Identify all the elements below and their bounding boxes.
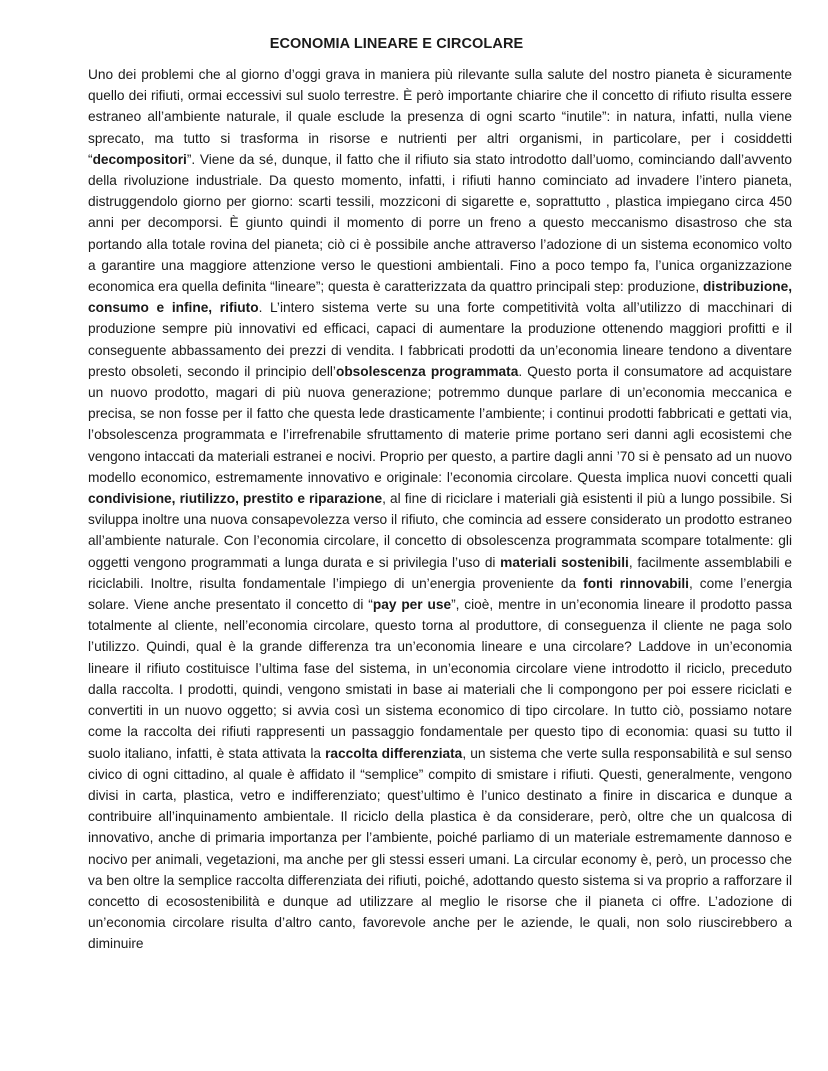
bold-term-circular-concepts: condivisione, riutilizzo, prestito e riparazione — [88, 491, 383, 507]
bold-term-materiali-sostenibili: materiali sostenibili — [500, 554, 629, 570]
bold-term-raccolta-differenziata: raccolta differenziata — [325, 745, 463, 761]
bold-term-pay-per-use: pay per use — [372, 597, 452, 613]
body-paragraph — [88, 64, 792, 955]
bold-term-decompositori: decompositori — [92, 151, 187, 167]
document-title: ECONOMIA LINEARE E CIRCOLARE — [269, 36, 524, 52]
text-run: ”, cioè, mentre in un’economia lineare il prodotto passa totalmente al cliente, nell’economia circolare, questo torna al produttore, di conseguenza il cliente ne paga solo l’utilizzo. Quindi, qual è la grande differenza tra un’economia lineare e una circolare? Laddove in un’economia lineare il rifiuto costituisce l’ultima fase del sistema, in un’economia circolare viene introdotto il riciclo, preceduto dalla raccolta. I prodotti, quindi, vengono smistati in base ai materiali che li compongono per poi essere riciclati e convertiti in un nuovo oggetto; si avvia così un sistema economico di tipo circolare. In tutto ciò, possiamo notare come la raccolta dei rifiuti rappresenti un passaggio fondamentale per questo tipo di economia: quasi su tutto il suolo italiano, infatti, è stata attivata la — [88, 597, 793, 761]
text-run: ”. Viene da sé, dunque, il fatto che il rifiuto sia stato introdotto dall’uomo, cominciando dall’avvento della rivoluzione industriale. Da questo momento, infatti, i rifiuti hanno cominciato ad invadere l’intero pianeta, distruggendolo giorno per giorno: scarti tessili, mozziconi di sigarette e, soprattutto , plastica impiegano circa 450 anni per decomporsi. È giunto quindi il momento di porre un freno a questo meccanismo disastroso che sta portando alla totale rovina del pianeta; ciò ci è possibile anche attraverso l’adozione di un sistema economico volto a garantire una maggiore attenzione verso le questioni ambientali. Fino a poco tempo fa, l’unica organizzazione economica era quella definita “lineare”; questa è caratterizzata da quattro principali step: produzione, — [88, 151, 792, 295]
text-run: , facilmente assemblabili e riciclabili. Inoltre, risulta fondamentale l’impiego di un’energia proveniente da — [88, 554, 792, 591]
bold-term-linear-steps: distribuzione, consumo e infine, rifiuto — [88, 279, 792, 316]
text-run: , un sistema che verte sulla responsabilità e sul senso civico di ogni cittadino, al quale è affidato il “semplice” compito di smistare i rifiuti. Questi, generalmente, vengono divisi in carta, plastica, vetro e indifferenziato; quest’ultimo è l’unico destinato a finire in discarica e dunque a contribuire all’inquinamento ambientale. Il riciclo della plastica è da considerare, però, oltre che un qualcosa di innovativo, anche di primaria importanza per l’ambiente, poiché parliamo di un materiale estremamente dannoso e nocivo per animali, vegetazioni, ma anche per gli stessi esseri umani. La circular economy è, però, un processo che va ben oltre la semplice raccolta differenziata dei rifiuti, poiché, adottando questo sistema si va proprio a rafforzare il concetto di ecosostenibilità e dunque ad utilizzare al meglio le risorse che il pianeta ci offre. L’adozione di un’economia circolare risulta d’altro canto, favorevole anche per le aziende, le quali, non solo riuscirebbero a diminuire — [88, 745, 793, 952]
bold-term-obsolescenza: obsolescenza programmata — [335, 363, 519, 379]
text-run: . L’intero sistema verte su una forte competitività volta all’utilizzo di macchinari di produzione sempre più innovativi ed efficaci, capaci di aumentare la produzione ottenendo maggiori profitti e il conseguente abbassamento dei prezzi di vendita. I fabbricati prodotti da un’economia lineare tendono a diventare presto obsoleti, secondo il principio dell’ — [88, 300, 792, 379]
text-run: , al fine di riciclare i materiali già esistenti il più a lungo possibile. Si sviluppa inoltre una nuova consapevolezza verso il rifiuto, che comincia ad essere considerato un prodotto estraneo all’ambiente naturale. Con l’economia circolare, il concetto di obsolescenza programmata scompare totalmente: gli oggetti vengono programmati a lunga durata e si privilegia l’uso di — [88, 491, 792, 570]
text-run: Uno dei problemi che al giorno d’oggi grava in maniera più rilevante sulla salute del nostro pianeta è sicuramente quello dei rifiuti, ormai eccessivi sul suolo terrestre. È però importante chiarire che il concetto di rifiuto risulta essere estraneo all’ambiente naturale, il quale esclude la presenza di ogni scarto “inutile”: in natura, infatti, nulla viene sprecato, ma tutto si trasforma in risorse e nutrienti per altri organismi, in particolare, per i cosiddetti “ — [88, 67, 792, 167]
bold-term-fonti-rinnovabili: fonti rinnovabili — [583, 575, 689, 591]
text-run: , come l’energia solare. Viene anche presentato il concetto di “ — [88, 575, 792, 613]
text-run: . Questo porta il consumatore ad acquistare un nuovo prodotto, magari di più nuova generazione; potremmo dunque parlare di un’economia meccanica e precisa, se non fosse per il fatto che questa lede drasticamente l’ambiente; i continui prodotti fabbricati e gettati via, l’obsolescenza programmata e l’irrefrenabile sfruttamento di materie prime portano seri danni agli ecosistemi che vengono intaccati da materiali estranei e nocivi. Proprio per questo, a partire dagli anni ’70 si è pensato ad un nuovo modello economico, estremamente innovativo e originale: l’economia circolare. Questa implica nuovi concetti quali — [88, 363, 792, 485]
